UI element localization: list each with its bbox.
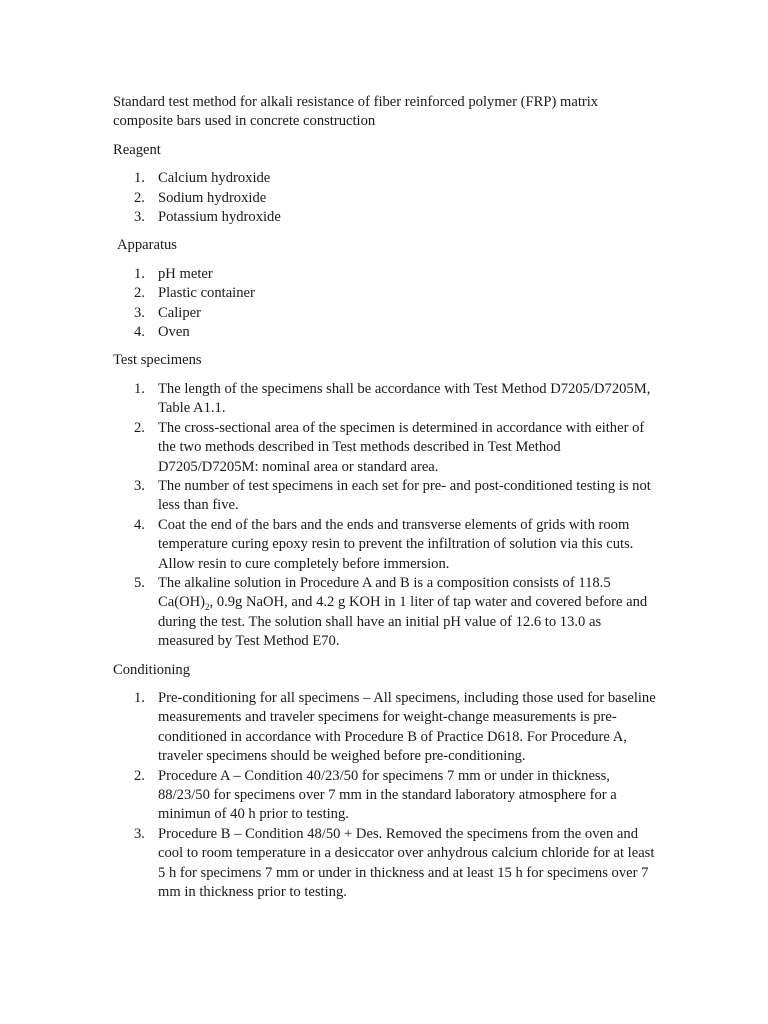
list-item bbox=[113, 516, 658, 574]
apparatus-list bbox=[113, 265, 658, 343]
list-item-text: Procedure B – Condition 48/50 + Des. Removed the specimens from the oven and cool to room temperature in a desiccator over anhydrous calcium chloride for at least 5 h for specimens 7 mm or under in thickness and at least 15 h for specimens over 7 mm in thickness prior to testing. bbox=[158, 825, 655, 901]
list-item bbox=[113, 189, 658, 208]
list-number: 1. bbox=[134, 380, 145, 397]
list-item bbox=[113, 767, 658, 825]
list-number: 4. bbox=[134, 516, 145, 533]
list-item bbox=[113, 323, 658, 342]
conditioning-list bbox=[113, 689, 658, 902]
list-number: 1. bbox=[134, 689, 145, 706]
section-heading-reagent: Reagent bbox=[113, 141, 161, 158]
list-item-text: Procedure A – Condition 40/23/50 for specimens 7 mm or under in thickness, 88/23/50 for specimens over 7 mm in the standard laboratory atmosphere for a minimun of 40 h prior to testing. bbox=[158, 767, 617, 823]
list-item bbox=[113, 689, 658, 767]
list-item bbox=[113, 208, 658, 227]
reagent-list bbox=[113, 169, 658, 227]
test-specimens-list bbox=[113, 380, 658, 652]
list-item-text: Caliper bbox=[158, 304, 201, 321]
list-item-text: Oven bbox=[158, 324, 190, 341]
list-item-text: The cross-sectional area of the specimen is determined in accordance with either of the two methods described in Test methods described in Test Method D7205/D7205M: nominal area or standard area. bbox=[158, 419, 645, 475]
list-number: 3. bbox=[134, 825, 145, 842]
list-number: 2. bbox=[134, 419, 145, 436]
list-item-text: Calcium hydroxide bbox=[158, 170, 271, 187]
document-body bbox=[113, 93, 658, 902]
list-item-text: Plastic container bbox=[158, 285, 255, 302]
list-item-text-part: The alkaline solution in Procedure A and B is a composition consists of 118.5 Ca(OH) bbox=[158, 574, 611, 611]
section-heading-conditioning: Conditioning bbox=[113, 661, 191, 678]
section-heading-apparatus: Apparatus bbox=[117, 237, 177, 254]
list-item-text bbox=[158, 575, 647, 649]
list-number: 2. bbox=[134, 285, 145, 302]
list-item-text: Potassium hydroxide bbox=[158, 209, 281, 226]
subscript: 2 bbox=[205, 602, 210, 613]
list-item bbox=[113, 265, 658, 284]
list-number: 5. bbox=[134, 574, 145, 591]
list-item bbox=[113, 825, 658, 903]
document-title: Standard test method for alkali resistance of fiber reinforced polymer (FRP) matrix composite bars used in concrete construction bbox=[113, 94, 599, 130]
list-item bbox=[113, 304, 658, 323]
list-item-text: Sodium hydroxide bbox=[158, 189, 267, 206]
list-item-text: pH meter bbox=[158, 265, 213, 282]
list-item-text: The number of test specimens in each set for pre- and post-conditioned testing is not less than five. bbox=[158, 477, 651, 514]
list-item bbox=[113, 380, 658, 419]
list-item-text-part: , 0.9g NaOH, and 4.2 g KOH in 1 liter of tap water and covered before and during the test. The solution shall have an initial pH value of 12.6 to 13.0 as measured by Test Method E70. bbox=[158, 594, 648, 650]
list-item bbox=[113, 284, 658, 303]
list-number: 4. bbox=[134, 324, 145, 341]
list-number: 2. bbox=[134, 189, 145, 206]
list-item bbox=[113, 477, 658, 516]
list-item-text: Pre-conditioning for all specimens – All specimens, including those used for baseline measurements and traveler specimens for weight-change measurements is pre-conditioned in accordance with Procedure B of Practice D618. For Procedure A, traveler specimens should be weighed before pre-conditioning. bbox=[158, 689, 656, 765]
list-number: 1. bbox=[134, 265, 145, 282]
list-item bbox=[113, 169, 658, 188]
list-item-text: Coat the end of the bars and the ends and transverse elements of grids with room temperature curing epoxy resin to prevent the infiltration of solution via this cuts. Allow resin to cure completely before immersion. bbox=[158, 516, 634, 572]
list-item bbox=[113, 419, 658, 477]
list-number: 3. bbox=[134, 209, 145, 226]
list-number: 3. bbox=[134, 304, 145, 321]
list-item-text: The length of the specimens shall be accordance with Test Method D7205/D7205M, Table A1.1. bbox=[158, 380, 651, 417]
list-number: 3. bbox=[134, 477, 145, 494]
list-number: 2. bbox=[134, 767, 145, 784]
section-heading-test-specimens: Test specimens bbox=[113, 352, 202, 369]
list-item bbox=[113, 574, 658, 652]
list-number: 1. bbox=[134, 170, 145, 187]
